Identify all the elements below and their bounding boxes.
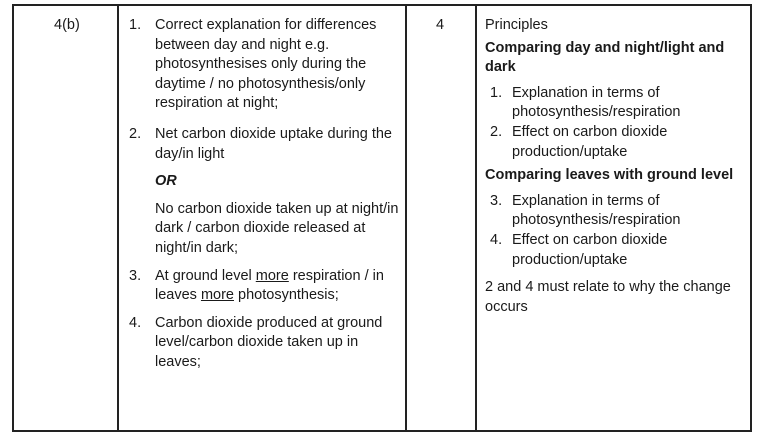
emphasis-underline: more	[200, 287, 234, 304]
guidance-item-number: 2.	[490, 123, 503, 140]
guidance-item	[485, 123, 749, 162]
answer-cell	[119, 6, 405, 430]
answer-number: 4.	[129, 314, 142, 331]
guidance-note: 2 and 4 must relate to why the change occurs	[485, 279, 731, 315]
answer-text: Carbon dioxide produced at ground level/carbon dioxide taken up in leaves;	[155, 314, 383, 370]
guidance-item	[485, 84, 749, 123]
answer-number: 1.	[129, 17, 142, 33]
marks-value: 4	[436, 17, 445, 33]
guidance-item-number: 1.	[490, 84, 503, 101]
answer-text-part: respiration / in leaves	[155, 267, 384, 304]
answer-text: Correct explanation for differences between day and night e.g. photosynthesises only during the daytime / no photosynthesis/only respiration at night;	[155, 17, 377, 112]
guidance-item-number: 3.	[490, 192, 503, 209]
answer-item	[129, 267, 405, 306]
guidance-heading: Comparing day and night/light and dark	[485, 39, 725, 76]
guidance-title: Principles	[485, 17, 548, 33]
answer-text-part: At ground level	[155, 267, 256, 284]
answer-item	[129, 16, 405, 114]
guidance-content	[485, 16, 749, 317]
guidance-heading: Comparing leaves with ground level	[485, 167, 734, 184]
answer-item	[129, 314, 405, 373]
guidance-item-number: 4.	[490, 231, 503, 248]
guidance-item-text: Effect on carbon dioxide production/uptake	[512, 123, 668, 160]
guidance-item-text: Explanation in terms of photosynthesis/respiration	[512, 192, 681, 229]
guidance-item-text: Effect on carbon dioxide production/uptake	[512, 231, 668, 268]
answer-item	[129, 125, 405, 164]
answer-text	[155, 267, 405, 306]
guidance-item	[485, 192, 749, 231]
question-cell	[14, 6, 117, 430]
answer-number: 3.	[129, 267, 142, 284]
question-number: 4(b)	[54, 17, 80, 33]
guidance-item-text: Explanation in terms of photosynthesis/respiration	[512, 84, 681, 121]
mark-scheme-table	[12, 4, 752, 432]
guidance-cell	[477, 6, 752, 430]
answer-number: 2.	[129, 125, 142, 142]
answer-list	[129, 16, 405, 373]
or-label: OR	[155, 173, 177, 190]
answer-text: Net carbon dioxide uptake during the day/in light	[155, 125, 392, 162]
marks-cell	[407, 6, 475, 430]
answer-alternative: No carbon dioxide taken up at night/in dark / carbon dioxide released at night/in dark;	[155, 200, 399, 256]
guidance-item	[485, 231, 749, 270]
answer-text-part: photosynthesis;	[234, 287, 339, 304]
emphasis-underline: more	[255, 267, 289, 284]
